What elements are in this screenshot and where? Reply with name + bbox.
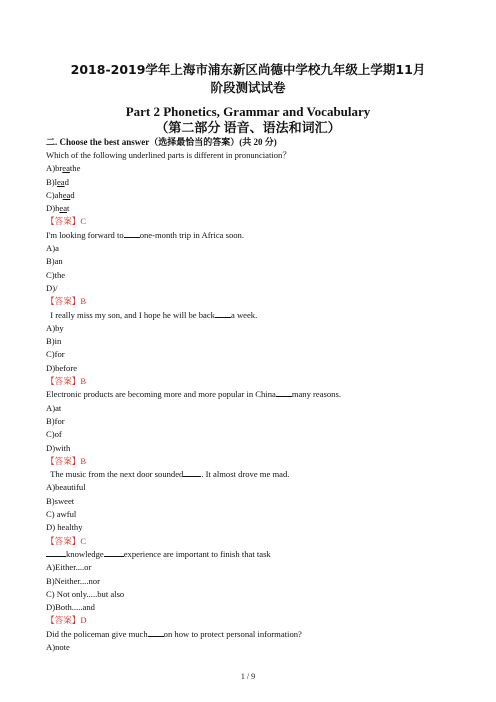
question-6-option-a: A)Either....or	[46, 562, 92, 573]
question-4-option-a: A)at	[46, 402, 62, 413]
question-5-stem: The music from the next door sounded . It almost drove me mad.	[46, 469, 290, 480]
question-3-option-d: D)before	[46, 362, 78, 373]
question-6-option-d: D)Both.....and	[46, 602, 95, 613]
question-6-option-c: C) Not only.....but also	[46, 588, 125, 599]
question-6-option-b: B)Neither....nor	[46, 575, 100, 586]
question-2-option-b: B)an	[46, 256, 63, 267]
question-2-option-c: C)the	[46, 269, 66, 280]
answer-blank	[124, 229, 140, 238]
underlined-letters: ea	[59, 203, 68, 214]
answer-blank	[46, 548, 66, 557]
question-3-option-c: C)for	[46, 349, 65, 360]
section-heading: 二. Choose the best answer（选择最恰当的答案）(共 20 分)	[46, 137, 277, 147]
document-title-line-1: 2018-2019学年上海市浦东新区尚德中学校九年级上学期11月	[70, 62, 426, 77]
question-1-option-b: B)lead	[46, 176, 69, 187]
question-3-option-a: A)by	[46, 322, 64, 333]
question-3-option-b: B)in	[46, 336, 62, 347]
question-3-answer: 【答案】B	[46, 376, 87, 387]
question-4-option-c: C)of	[46, 429, 62, 440]
question-4-stem: Electronic products are becoming more and more popular in China many reasons.	[46, 389, 341, 400]
question-5-option-d: D) healthy	[46, 522, 83, 533]
question-5-option-a: A)beautiful	[46, 482, 86, 493]
question-6-stem: knowledge experience are important to finish that task	[46, 548, 466, 561]
underlined-letters: ea	[62, 189, 71, 200]
page-number: 1 / 9	[240, 672, 256, 681]
document-title-line-2: 阶段测试试卷	[210, 80, 286, 95]
question-2-option-d: D)/	[46, 282, 58, 293]
question-4-option-d: D)with	[46, 442, 71, 453]
question-1-stem: Which of the following underlined parts is different in pronunciation？	[46, 150, 291, 160]
question-2-answer: 【答案】B	[46, 296, 87, 307]
question-7-stem: Did the policeman give much on how to protect personal information?	[46, 628, 302, 639]
answer-blank	[276, 388, 292, 397]
question-2-option-a: A)a	[46, 243, 59, 254]
question-4-answer: 【答案】B	[46, 455, 87, 466]
question-6-answer: 【答案】D	[46, 615, 87, 626]
answer-blank	[104, 548, 124, 557]
part-subtitle: （第二部分 语音、语法和词汇）	[155, 120, 341, 135]
question-3-stem: I really miss my son, and I hope he will be back a week.	[46, 309, 258, 320]
part-title: Part 2 Phonetics, Grammar and Vocabulary	[125, 104, 371, 119]
question-5-option-b: B)sweet	[46, 495, 75, 506]
underlined-letters: ea	[62, 163, 70, 174]
question-5-answer: 【答案】C	[46, 535, 87, 546]
question-7-option-a: A)note	[46, 641, 70, 652]
answer-blank	[183, 468, 201, 477]
answer-blank	[215, 309, 231, 318]
question-1-answer: 【答案】C	[46, 216, 87, 227]
underlined-letters: ea	[56, 176, 65, 187]
question-1-option-a: A)breathe	[46, 163, 81, 174]
answer-blank	[148, 628, 164, 637]
question-1-option-d: D)heat	[46, 203, 70, 214]
question-1-option-c: C)ahead	[46, 189, 75, 200]
question-4-option-b: B)for	[46, 415, 65, 426]
question-2-stem: I'm looking forward to one-month trip in Africa soon.	[46, 229, 244, 240]
question-list	[46, 149, 466, 654]
question-5-option-c: C) awful	[46, 509, 77, 520]
